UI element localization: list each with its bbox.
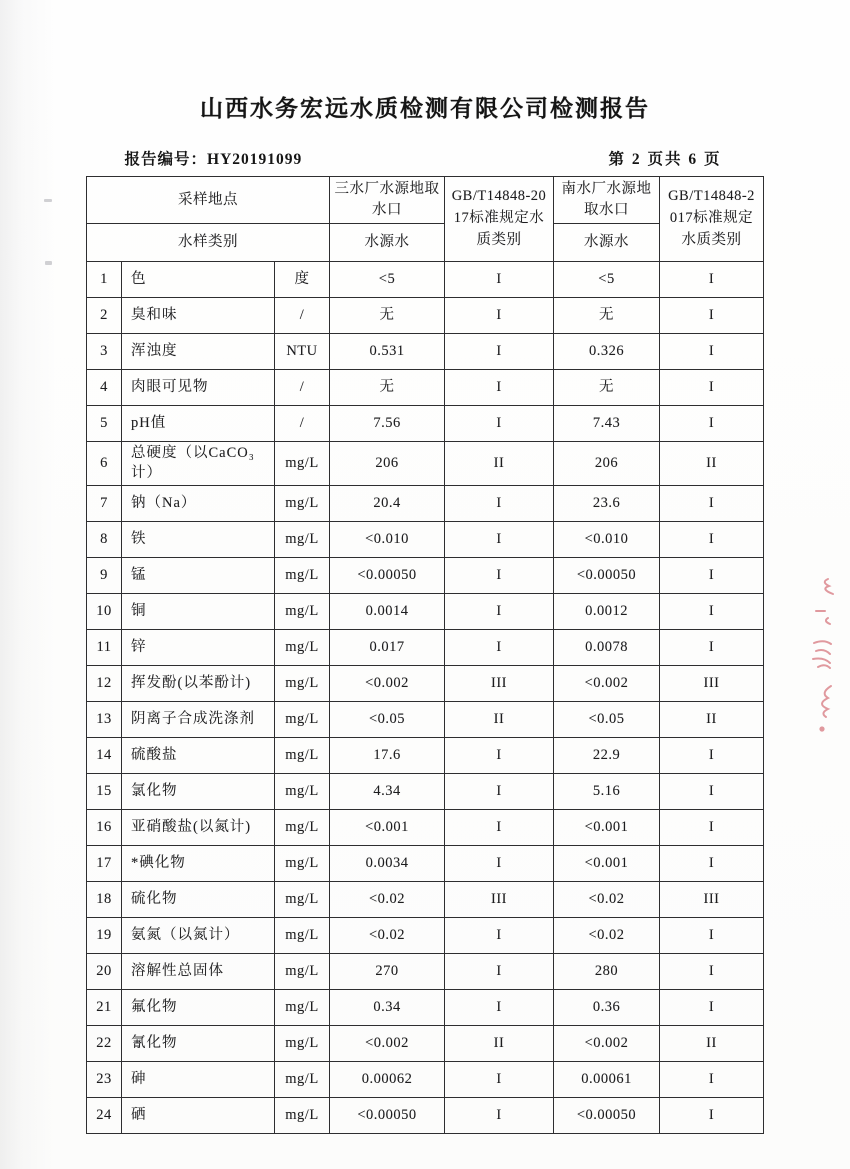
table-row: [86, 406, 763, 442]
class-site2: II: [660, 1026, 764, 1062]
class-site2: I: [660, 406, 764, 442]
class-site2: I: [660, 522, 764, 558]
param-unit: NTU: [274, 334, 329, 370]
param-name: 氯化物: [121, 774, 274, 810]
row-number: 5: [86, 406, 121, 442]
param-unit: mg/L: [274, 990, 329, 1026]
class-site2: I: [660, 558, 764, 594]
table-row: [86, 738, 763, 774]
class-site1: II: [445, 1026, 554, 1062]
class-site1: I: [445, 810, 554, 846]
param-unit: mg/L: [274, 1026, 329, 1062]
param-unit: mg/L: [274, 486, 329, 522]
page-indicator: 第 2 页共 6 页: [608, 151, 722, 168]
report-number-line: [87, 147, 303, 169]
param-name: *碘化物: [121, 846, 274, 882]
row-number: 19: [86, 918, 121, 954]
row-number: 12: [86, 666, 121, 702]
value-site1: 0.531: [330, 334, 445, 370]
table-row: [86, 298, 763, 334]
class-site1: II: [445, 442, 554, 486]
param-name: 硒: [121, 1098, 274, 1134]
header-row-sampling-site: [86, 177, 763, 224]
value-site2: <0.001: [554, 810, 660, 846]
param-name: 挥发酚(以苯酚计): [121, 666, 274, 702]
param-unit: mg/L: [274, 1062, 329, 1098]
param-unit: /: [274, 406, 329, 442]
class-site2: I: [660, 738, 764, 774]
red-stamp-artifact: [807, 573, 839, 738]
class-site1: I: [445, 406, 554, 442]
row-number: 17: [86, 846, 121, 882]
row-number: 7: [86, 486, 121, 522]
param-unit: mg/L: [274, 558, 329, 594]
class-site2: I: [660, 774, 764, 810]
param-name: 锌: [121, 630, 274, 666]
class-site1: I: [445, 918, 554, 954]
value-site2: 23.6: [554, 486, 660, 522]
param-unit: mg/L: [274, 630, 329, 666]
param-unit: mg/L: [274, 442, 329, 486]
value-site1: 0.0014: [330, 594, 445, 630]
value-site2: 无: [554, 298, 660, 334]
param-unit: mg/L: [274, 810, 329, 846]
param-name: 亚硝酸盐(以氮计): [121, 810, 274, 846]
value-site2: 0.0078: [554, 630, 660, 666]
site1-sample-type: 水源水: [330, 224, 445, 262]
param-unit: mg/L: [274, 954, 329, 990]
class-site2: I: [660, 846, 764, 882]
param-name: 氨氮（以氮计）: [121, 918, 274, 954]
class-site1: I: [445, 954, 554, 990]
value-site1: <0.00050: [330, 1098, 445, 1134]
row-number: 23: [86, 1062, 121, 1098]
class-site2: II: [660, 442, 764, 486]
row-number: 13: [86, 702, 121, 738]
class-site2: I: [660, 954, 764, 990]
value-site2: <5: [554, 262, 660, 298]
class-site2: I: [660, 1098, 764, 1134]
row-number: 24: [86, 1098, 121, 1134]
param-name: pH值: [121, 406, 274, 442]
row-number: 20: [86, 954, 121, 990]
class-site1: I: [445, 1062, 554, 1098]
class-site1: I: [445, 262, 554, 298]
param-unit: mg/L: [274, 846, 329, 882]
param-name: 锰: [121, 558, 274, 594]
value-site2: <0.02: [554, 882, 660, 918]
value-site2: <0.00050: [554, 1098, 660, 1134]
param-unit: mg/L: [274, 522, 329, 558]
sample-type-header: 水样类别: [86, 224, 329, 262]
table-row: [86, 1062, 763, 1098]
class-site1: I: [445, 1098, 554, 1134]
table-row: [86, 594, 763, 630]
table-row: [86, 1026, 763, 1062]
value-site2: <0.002: [554, 666, 660, 702]
param-name: 砷: [121, 1062, 274, 1098]
value-site2: <0.00050: [554, 558, 660, 594]
report-meta-row: [87, 147, 764, 169]
row-number: 4: [86, 370, 121, 406]
site2-sample-type: 水源水: [554, 224, 660, 262]
standard1-header: GB/T14848-2017标准规定水质类别: [445, 177, 554, 262]
param-unit: mg/L: [274, 1098, 329, 1134]
class-site2: I: [660, 594, 764, 630]
param-name: 铁: [121, 522, 274, 558]
scan-speck: [44, 199, 52, 202]
table-row: [86, 702, 763, 738]
row-number: 9: [86, 558, 121, 594]
site1-name-header: 三水厂水源地取水口: [330, 177, 445, 224]
table-row: [86, 990, 763, 1026]
standard2-header: GB/T14848-2017标准规定水质类别: [660, 177, 764, 262]
value-site1: 0.00062: [330, 1062, 445, 1098]
value-site1: <0.002: [330, 666, 445, 702]
row-number: 3: [86, 334, 121, 370]
row-number: 18: [86, 882, 121, 918]
class-site2: I: [660, 370, 764, 406]
value-site1: <5: [330, 262, 445, 298]
table-row: [86, 954, 763, 990]
class-site2: I: [660, 918, 764, 954]
class-site2: III: [660, 882, 764, 918]
value-site1: <0.00050: [330, 558, 445, 594]
value-site2: 0.00061: [554, 1062, 660, 1098]
row-number: 21: [86, 990, 121, 1026]
class-site2: I: [660, 1062, 764, 1098]
page-title: 山西水务宏远水质检测有限公司检测报告: [200, 96, 650, 121]
value-site2: <0.001: [554, 846, 660, 882]
value-site2: <0.05: [554, 702, 660, 738]
class-site1: I: [445, 594, 554, 630]
table-row: [86, 666, 763, 702]
row-number: 14: [86, 738, 121, 774]
table-row: [86, 630, 763, 666]
class-site2: I: [660, 298, 764, 334]
results-table: [86, 176, 764, 1134]
report-number: HY20191099: [207, 151, 303, 168]
class-site2: III: [660, 666, 764, 702]
table-row: [86, 262, 763, 298]
class-site2: I: [660, 810, 764, 846]
value-site1: <0.010: [330, 522, 445, 558]
param-name: 溶解性总固体: [121, 954, 274, 990]
param-name: 肉眼可见物: [121, 370, 274, 406]
param-name: 阴离子合成洗涤剂: [121, 702, 274, 738]
param-name: 总硬度（以CaCO₃计）: [121, 442, 274, 486]
row-number: 16: [86, 810, 121, 846]
results-table-header: [86, 177, 763, 262]
param-name: 氟化物: [121, 990, 274, 1026]
class-site2: II: [660, 702, 764, 738]
class-site2: I: [660, 334, 764, 370]
param-unit: mg/L: [274, 702, 329, 738]
class-site1: I: [445, 370, 554, 406]
param-unit: mg/L: [274, 918, 329, 954]
table-row: [86, 918, 763, 954]
row-number: 2: [86, 298, 121, 334]
table-row: [86, 882, 763, 918]
row-number: 10: [86, 594, 121, 630]
value-site1: <0.02: [330, 882, 445, 918]
value-site2: <0.002: [554, 1026, 660, 1062]
value-site2: 无: [554, 370, 660, 406]
value-site2: <0.02: [554, 918, 660, 954]
value-site2: 5.16: [554, 774, 660, 810]
class-site1: I: [445, 630, 554, 666]
value-site1: 无: [330, 298, 445, 334]
param-unit: mg/L: [274, 666, 329, 702]
row-number: 1: [86, 262, 121, 298]
param-unit: mg/L: [274, 594, 329, 630]
class-site1: I: [445, 298, 554, 334]
class-site1: I: [445, 738, 554, 774]
class-site1: I: [445, 558, 554, 594]
param-unit: 度: [274, 262, 329, 298]
class-site1: I: [445, 522, 554, 558]
table-row: [86, 1098, 763, 1134]
value-site1: <0.05: [330, 702, 445, 738]
value-site1: <0.02: [330, 918, 445, 954]
scan-speck: [45, 261, 52, 265]
table-row: [86, 774, 763, 810]
table-row: [86, 846, 763, 882]
value-site2: 0.326: [554, 334, 660, 370]
value-site1: 0.017: [330, 630, 445, 666]
value-site1: <0.002: [330, 1026, 445, 1062]
row-number: 11: [86, 630, 121, 666]
results-table-body: [86, 262, 763, 1134]
param-unit: /: [274, 298, 329, 334]
param-name: 氰化物: [121, 1026, 274, 1062]
value-site2: 0.0012: [554, 594, 660, 630]
class-site1: III: [445, 882, 554, 918]
class-site1: III: [445, 666, 554, 702]
table-row: [86, 522, 763, 558]
table-row: [86, 370, 763, 406]
class-site1: I: [445, 486, 554, 522]
value-site2: <0.010: [554, 522, 660, 558]
value-site1: 270: [330, 954, 445, 990]
value-site1: 无: [330, 370, 445, 406]
value-site2: 280: [554, 954, 660, 990]
row-number: 22: [86, 1026, 121, 1062]
value-site2: 206: [554, 442, 660, 486]
class-site1: I: [445, 990, 554, 1026]
value-site1: 4.34: [330, 774, 445, 810]
class-site1: II: [445, 702, 554, 738]
row-number: 6: [86, 442, 121, 486]
class-site2: I: [660, 990, 764, 1026]
table-row: [86, 486, 763, 522]
value-site1: <0.001: [330, 810, 445, 846]
table-row: [86, 334, 763, 370]
site2-name-header: 南水厂水源地取水口: [554, 177, 660, 224]
value-site1: 7.56: [330, 406, 445, 442]
param-name: 硫酸盐: [121, 738, 274, 774]
class-site1: I: [445, 774, 554, 810]
value-site2: 7.43: [554, 406, 660, 442]
param-name: 钠（Na）: [121, 486, 274, 522]
table-row: [86, 810, 763, 846]
param-name: 色: [121, 262, 274, 298]
param-unit: mg/L: [274, 774, 329, 810]
value-site2: 0.36: [554, 990, 660, 1026]
param-name: 硫化物: [121, 882, 274, 918]
row-number: 15: [86, 774, 121, 810]
param-unit: mg/L: [274, 882, 329, 918]
class-site1: I: [445, 846, 554, 882]
sampling-site-header: 采样地点: [86, 177, 329, 224]
class-site2: I: [660, 486, 764, 522]
value-site1: 206: [330, 442, 445, 486]
value-site2: 22.9: [554, 738, 660, 774]
param-name: 臭和味: [121, 298, 274, 334]
class-site2: I: [660, 630, 764, 666]
value-site1: 20.4: [330, 486, 445, 522]
table-row: [86, 442, 763, 486]
class-site2: I: [660, 262, 764, 298]
class-site1: I: [445, 334, 554, 370]
value-site1: 0.34: [330, 990, 445, 1026]
value-site1: 17.6: [330, 738, 445, 774]
report-number-label: 报告编号：: [124, 151, 208, 168]
param-name: 铜: [121, 594, 274, 630]
table-row: [86, 558, 763, 594]
row-number: 8: [86, 522, 121, 558]
param-unit: /: [274, 370, 329, 406]
param-unit: mg/L: [274, 738, 329, 774]
param-name: 浑浊度: [121, 334, 274, 370]
value-site1: 0.0034: [330, 846, 445, 882]
